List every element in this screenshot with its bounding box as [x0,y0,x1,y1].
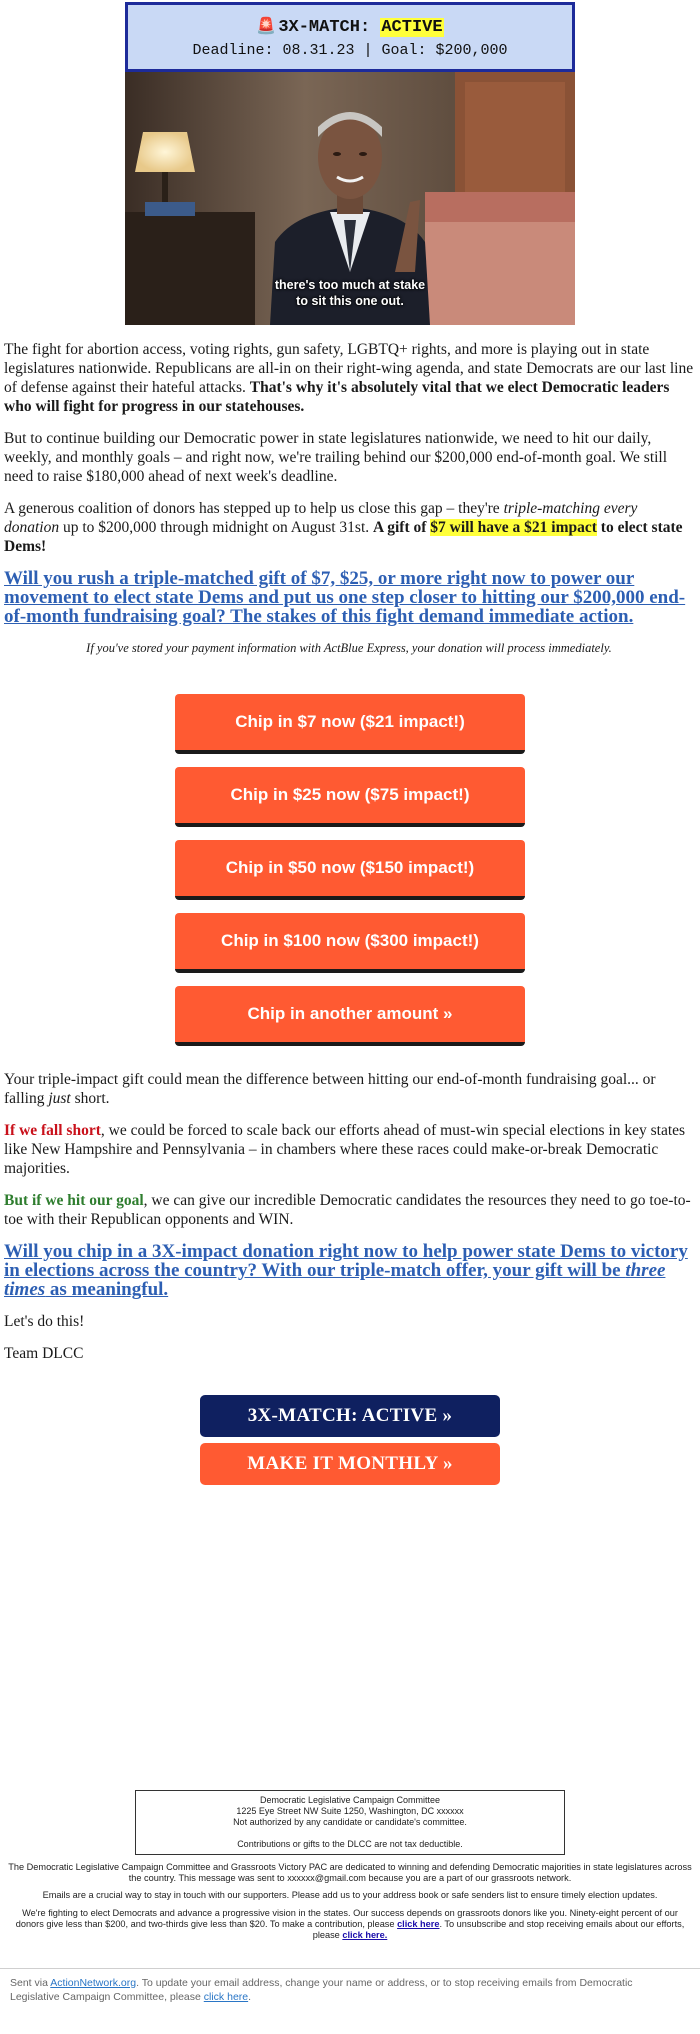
email-body [4,340,694,668]
p3-text-a: A generous coalition of donors has stepped up to help us close this gap – they're [4,500,504,517]
caption-line-1: there's too much at stake [274,278,426,292]
chip-in-100-button[interactable]: Chip in $100 now ($300 impact!) [175,913,525,973]
make-it-monthly-button[interactable]: MAKE IT MONTHLY » [200,1443,500,1485]
deadline-goal-line: Deadline: 08.31.23 | Goal: $200,000 [192,42,508,59]
p3-bold-b: to elect state Dems! [4,519,683,555]
unsubscribe-link[interactable]: click here. [342,1930,388,1940]
paragraph-3 [4,499,694,556]
ask2-text-b[interactable]: as meaningful. [45,1279,169,1300]
p3-highlight: $7 will have a $21 impact [430,519,597,536]
tax-disclaimer: Contributions or gifts to the DLCC are not tax deductible. [237,1839,463,1849]
closing-line: Let's do this! [4,1313,85,1330]
p4-text-b: short. [70,1090,110,1107]
actionnetwork-link[interactable]: ActionNetwork.org [50,1977,137,1989]
match-active-badge: ACTIVE [381,18,443,37]
sent-via-text-b: . To update your email address, change your name or address, or to stop receiving emails from Democratic Legislative Campaign Committee, please [10,1977,633,2003]
sent-via-notice [10,1976,680,2004]
paragraph-1 [4,340,694,416]
chip-in-25-button[interactable]: Chip in $25 now ($75 impact!) [175,767,525,827]
signature: Team DLCC [4,1345,84,1362]
paragraph-5 [4,1121,694,1178]
chip-in-other-amount-button[interactable]: Chip in another amount » [175,986,525,1046]
footer-safe-senders-text: Emails are a crucial way to stay in touch with our supporters. Please add us to your address book or safe senders list to ensure timely election updates. [42,1890,658,1900]
p6-text: , we can give our incredible Democratic candidates the resources they need to go toe-to-toe with their Republican opponents and WIN. [4,1192,691,1228]
email-body-continued [4,1070,694,1376]
footer-donor-text-a: We're fighting to elect Democrats and advance a progressive vision in the states. Our success depends on grassroots donors like you. Ninety-eight percent of our donors give less than $200, and two-thirds give less than $20. To make a contribution, please [15,1908,678,1929]
actblue-express-note: If you've stored your payment information with ActBlue Express, your donation will process immediately. [86,641,612,655]
p3-italic: triple-matching every donation [4,500,638,536]
p6-green-lead: But if we hit our goal [4,1192,144,1209]
p5-text: , we could be forced to scale back our efforts ahead of must-win special elections in key states like New Hampshire and Pennsylvania – in chambers where these races could make-or-break Democratic majorities. [4,1122,686,1177]
p1-bold: That's why it's absolutely vital that we elect Democratic leaders who will fight for progress in our statehouses. [4,379,670,415]
match-active-cta-button[interactable]: 3X-MATCH: ACTIVE » [200,1395,500,1437]
video-caption [125,277,575,309]
footer-donor-text [8,1908,692,1941]
org-name: Democratic Legislative Campaign Committee [259,1795,441,1805]
ask2-italic[interactable]: three times [4,1260,666,1300]
match-status-line [128,16,572,37]
paragraph-4 [4,1070,694,1108]
footer-donor-text-b: . To unsubscribe and stop receiving emails about our efforts, please [312,1919,685,1940]
p4-italic: just [48,1090,71,1107]
org-address-box [135,1790,565,1855]
contribute-link[interactable]: click here [397,1919,440,1929]
update-preferences-link[interactable]: click here [203,1991,249,2003]
p3-text-b: up to $200,000 through midnight on August 31st. [59,519,370,536]
footer-mission-text: The Democratic Legislative Campaign Committee and Grassroots Victory PAC are dedicated to winning and defending Democratic majorities in state legislatures across the country. This message was sent to xxxxxx@gmail.com because you are a part of our grassroots network. [8,1862,692,1883]
donation-ask-link[interactable]: Will you rush a triple-matched gift of $7, $25, or more right now to power our movement to elect state Dems and put us one step closer to hitting our $200,000 end-of-month fundraising goal? The stakes of this fight demand immediate action. [4,568,686,627]
paragraph-2: But to continue building our Democratic power in state legislatures nationwide, we need to hit our daily, weekly, and monthly goals – and right now, we're trailing behind our $200,000 end-of-month goal. We still need to raise $180,000 ahead of next week's deadline. [4,430,668,485]
org-address: 1225 Eye Street NW Suite 1250, Washington, DC xxxxxx [236,1806,464,1816]
siren-icon: 🚨 [256,18,277,36]
hero-video-still[interactable] [125,72,575,325]
p3-bold-a: A gift of [373,519,431,536]
p5-red-lead: If we fall short [4,1122,101,1139]
chip-in-50-button[interactable]: Chip in $50 now ($150 impact!) [175,840,525,900]
sent-via-text-c: . [248,1991,252,2003]
match-label: 3X-MATCH: [278,18,371,37]
p4-text-a: Your triple-impact gift could mean the difference between hitting our end-of-month fundraising goal... or falling [4,1071,656,1107]
sent-via-text-a: Sent via [10,1977,51,1989]
authorization-disclaimer: Not authorized by any candidate or candidate's committee. [233,1817,467,1827]
match-status-banner [125,2,575,72]
ask2-text-a[interactable]: Will you chip in a 3X-impact donation right now to help power state Dems to victory in elections across the country? With our triple-match offer, your gift will be [4,1241,688,1281]
footer-divider [0,1968,700,1969]
chip-in-7-button[interactable]: Chip in $7 now ($21 impact!) [175,694,525,754]
donation-ask-link-2[interactable] [4,1242,694,1299]
caption-line-2: to sit this one out. [296,294,404,308]
paragraph-6 [4,1191,694,1229]
p1-text: The fight for abortion access, voting rights, gun safety, LGBTQ+ rights, and more is playing out in state legislatures nationwide. Republicans are all-in on their right-wing agenda, and state Democrats are our last line of defense against their hateful attacks. [4,341,694,396]
